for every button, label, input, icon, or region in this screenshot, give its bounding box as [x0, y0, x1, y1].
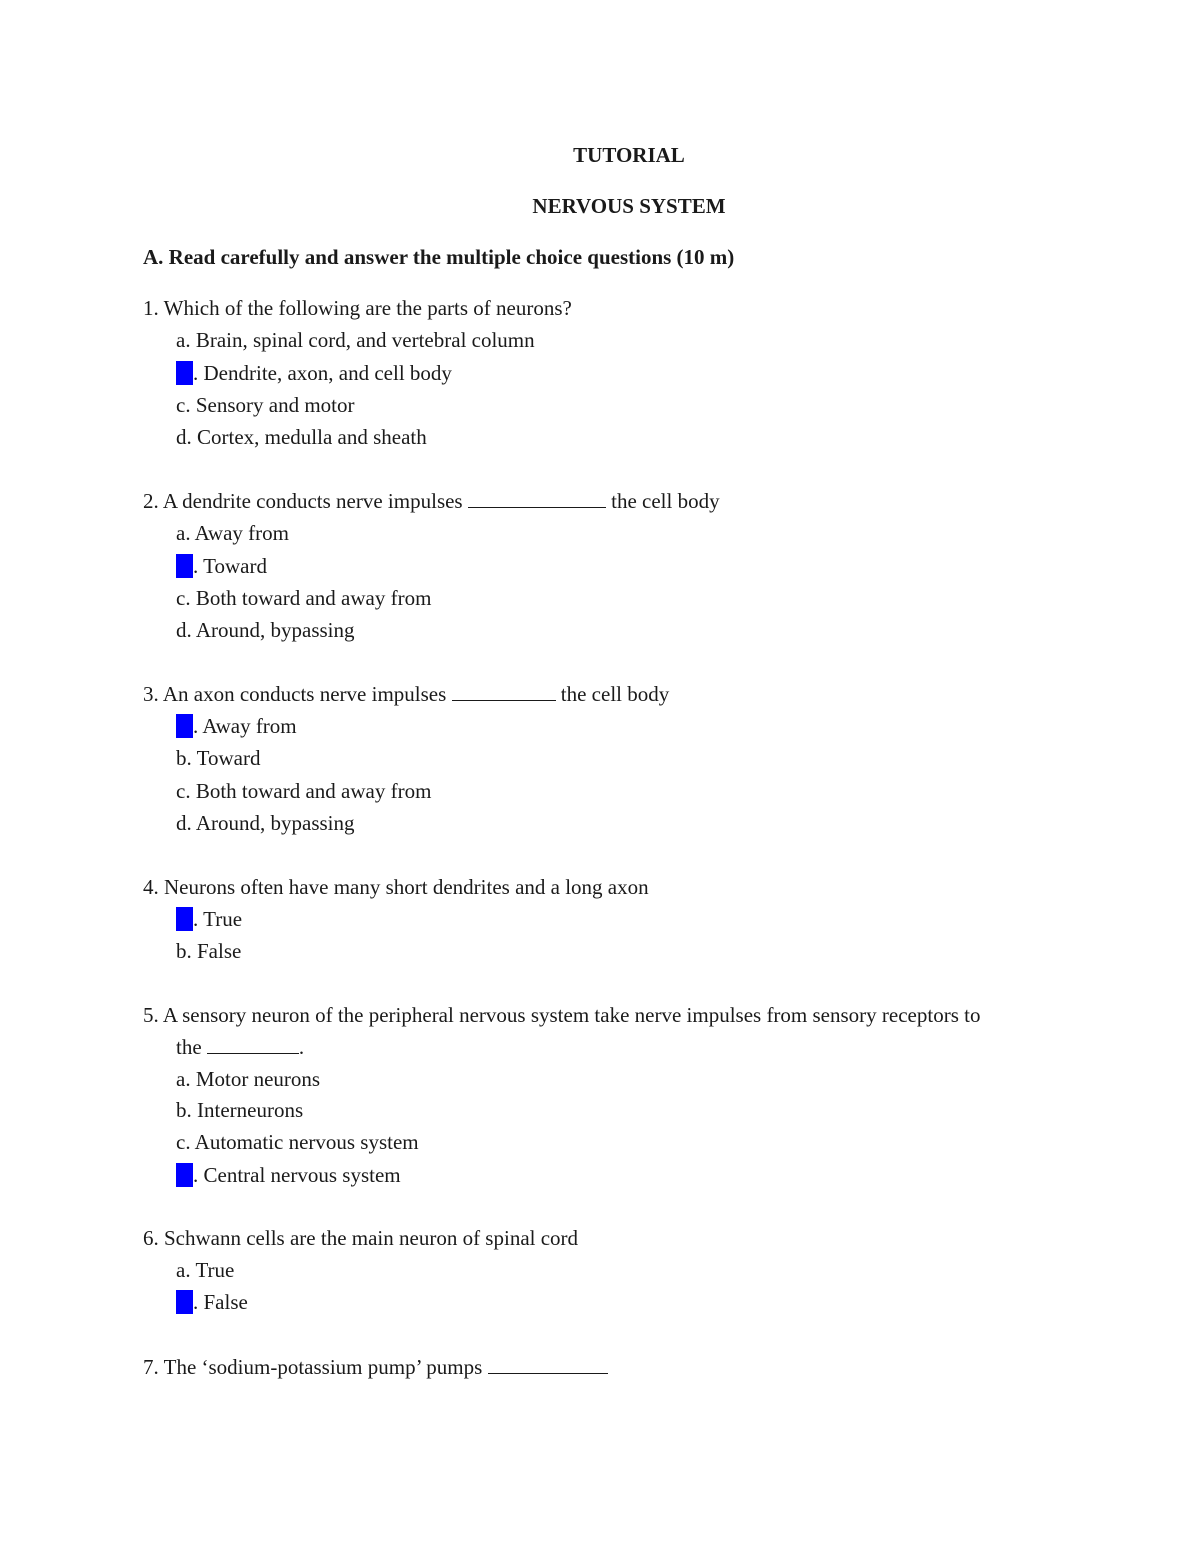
answer-highlight: b: [176, 554, 193, 578]
q3-option-b: [176, 745, 260, 771]
q5-option-d: [176, 1162, 401, 1188]
option-letter: d: [176, 811, 187, 835]
question-text: .: [298, 1035, 305, 1059]
question-text: 3. An axon conducts nerve impulses: [143, 682, 447, 706]
q6-option-a: [176, 1257, 234, 1283]
option-text: . Motor neurons: [185, 1067, 321, 1091]
q4-option-b: [176, 938, 241, 964]
q1-option-b: [176, 360, 452, 386]
option-letter: a: [176, 1067, 186, 1091]
option-letter: c: [176, 1130, 186, 1154]
option-text: . Interneurons: [186, 1098, 304, 1122]
answer-highlight: d: [176, 1163, 193, 1187]
q2-option-b: [176, 553, 267, 579]
option-text: . Toward: [186, 746, 261, 770]
option-letter: b: [176, 939, 187, 963]
q5-option-a: [176, 1066, 320, 1092]
option-letter: a: [176, 328, 186, 352]
question-4: 4. Neurons often have many short dendrites and a long axon: [143, 875, 649, 899]
q3-option-c: [176, 778, 431, 804]
section-a-heading: A. Read carefully and answer the multiple choice questions (10 m): [143, 245, 735, 269]
option-text: . Central nervous system: [193, 1163, 401, 1187]
option-text: . Automatic nervous system: [185, 1130, 419, 1154]
answer-highlight: b: [176, 1290, 193, 1314]
question-2: [143, 488, 720, 514]
q5-option-c: [176, 1129, 419, 1155]
option-letter: c: [176, 586, 186, 610]
option-text: . Toward: [193, 554, 267, 578]
option-text: . Dendrite, axon, and cell body: [193, 361, 452, 385]
option-text: . Around, bypassing: [186, 811, 355, 835]
question-5: 5. A sensory neuron of the peripheral nervous system take nerve impulses from sensory receptors to: [143, 1003, 981, 1027]
option-letter: d: [176, 618, 187, 642]
option-letter: d: [176, 425, 187, 449]
question-3: [143, 681, 669, 707]
q3-option-a: [176, 713, 297, 739]
q2-option-c: [176, 585, 431, 611]
answer-highlight: a: [176, 714, 193, 738]
question-text: 2. A dendrite conducts nerve impulses: [143, 489, 463, 513]
q1-option-c: [176, 392, 354, 418]
option-letter: c: [176, 779, 186, 803]
option-text: . Away from: [193, 714, 297, 738]
question-text: the cell body: [560, 682, 670, 706]
option-text: . Both toward and away from: [185, 779, 432, 803]
option-letter: a: [176, 521, 186, 545]
option-letter: c: [176, 393, 186, 417]
option-text: . True: [193, 907, 243, 931]
option-text: . Both toward and away from: [185, 586, 432, 610]
answer-blank: [452, 682, 556, 701]
option-text: . False: [193, 1290, 248, 1314]
q3-option-d: [176, 810, 355, 836]
question-1: 1. Which of the following are the parts of neurons?: [143, 296, 572, 320]
question-6: 6. Schwann cells are the main neuron of spinal cord: [143, 1226, 579, 1250]
answer-highlight: b: [176, 361, 193, 385]
q2-option-d: [176, 617, 355, 643]
q4-option-a: [176, 906, 242, 932]
option-letter: b: [176, 746, 187, 770]
question-7: [143, 1354, 608, 1380]
answer-blank: [488, 1355, 608, 1374]
document-title: TUTORIAL: [573, 143, 685, 167]
answer-highlight: a: [176, 907, 193, 931]
question-text: the cell body: [611, 489, 720, 513]
q1-option-d: [176, 424, 427, 450]
option-text: . Sensory and motor: [185, 393, 355, 417]
option-text: . Around, bypassing: [186, 618, 355, 642]
option-letter: b: [176, 1098, 187, 1122]
option-text: . Away from: [185, 521, 289, 545]
question-text: 7. The ‘sodium-potassium pump’ pumps: [143, 1355, 483, 1379]
option-text: . False: [186, 939, 242, 963]
question-5-continued: [176, 1034, 304, 1060]
answer-blank: [468, 489, 606, 508]
option-text: . True: [185, 1258, 235, 1282]
q6-option-b: [176, 1289, 248, 1315]
option-text: . Brain, spinal cord, and vertebral column: [185, 328, 535, 352]
option-text: . Cortex, medulla and sheath: [186, 425, 427, 449]
answer-blank: [207, 1035, 299, 1054]
q1-option-a: [176, 327, 535, 353]
q2-option-a: [176, 520, 289, 546]
option-letter: a: [176, 1258, 186, 1282]
question-text: the: [176, 1035, 202, 1059]
document-subtitle: NERVOUS SYSTEM: [532, 194, 726, 218]
q5-option-b: [176, 1097, 303, 1123]
